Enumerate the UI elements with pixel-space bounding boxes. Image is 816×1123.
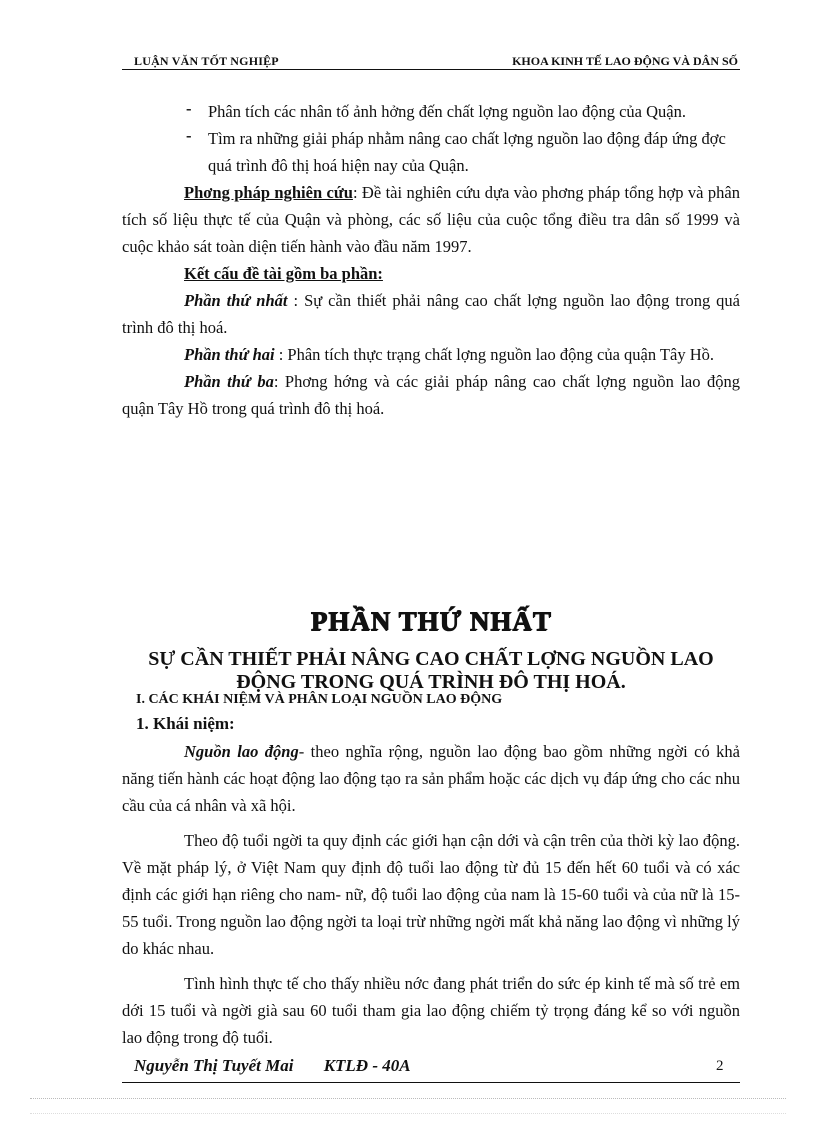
page-edge-dotted-line <box>30 1098 786 1099</box>
part-three-label: Phần thứ ba <box>184 372 274 391</box>
page-edge-dotted-line <box>30 1113 786 1114</box>
header-rule <box>122 69 740 70</box>
bullet-item <box>122 98 740 125</box>
method-label: Phơng pháp nghiên cứu <box>184 183 353 202</box>
header-left: LUẬN VĂN TỐT NGHIỆP <box>134 54 279 68</box>
intro-body <box>122 98 740 422</box>
method-text: : Đề tài nghiên cứu dựa vào phơng pháp tổng hợp và phân tích số liệu thực tế của Quận và phòng, các số liệu của cuộc tổng điều tra dân số 1999 và cuộc khảo sát toàn diện tiến hành vào đầu năm 1997. <box>122 183 740 256</box>
chapter-body <box>122 738 740 1051</box>
part-two-paragraph <box>122 341 740 368</box>
footer-rule <box>122 1082 740 1083</box>
part-one-paragraph <box>122 287 740 341</box>
bullet-dash-icon: - <box>186 99 192 118</box>
structure-heading-row <box>122 260 740 287</box>
part-two-text: : Phân tích thực trạng chất lợng nguồn lao động của quận Tây Hồ. <box>274 345 714 364</box>
bullet-item <box>122 125 740 179</box>
bullet-text: Phân tích các nhân tố ảnh hởng đến chất lợng nguồn lao động của Quận. <box>208 102 686 121</box>
structure-heading: Kết cấu đề tài gồm ba phần: <box>184 264 383 283</box>
definition-paragraph <box>122 738 740 819</box>
header-right: KHOA KINH TẾ LAO ĐỘNG VÀ DÂN SỐ <box>512 54 738 68</box>
part-three-paragraph <box>122 368 740 422</box>
body-paragraph: Theo độ tuổi ngời ta quy định các giới hạn cận dới và cận trên của thời kỳ lao động. Về mặt pháp lý, ở Việt Nam quy định độ tuổi lao động từ đủ 15 đến hết 60 tuổi và có xác định các giới hạn riêng cho nam- nữ, độ tuổi lao động của nam là 15-60 tuổi và của nữ là 15-55 tuổi. Trong nguồn lao động ngời ta loại trừ những ngời mất khả năng lao động vì những lý do khác nhau. <box>122 831 740 958</box>
footer-signature <box>134 1056 411 1076</box>
footer-class: KTLĐ - 40A <box>323 1056 411 1075</box>
method-paragraph <box>122 179 740 260</box>
body-paragraph: Tình hình thực tế cho thấy nhiều nớc đang phát triển do sức ép kinh tế mà số trẻ em dới 15 tuổi và ngời già sau 60 tuổi tham gia lao động chiếm tỷ trọng đáng kể so với nguồn lao động trong độ tuổi. <box>122 974 740 1047</box>
part-one-text: : Sự cần thiết phải nâng cao chất lợng nguồn lao động trong quá trình đô thị hoá. <box>122 291 741 337</box>
definition-text: - theo nghĩa rộng, nguồn lao động bao gồm những ngời có khả năng tiến hành các hoạt động lao động tạo ra sản phẩm hoặc các dịch vụ đáp ứng cho các nhu cầu của cá nhân và xã hội. <box>122 742 740 815</box>
section-heading: I. CÁC KHÁI NIỆM VÀ PHÂN LOẠI NGUỒN LAO ĐỘNG <box>136 692 503 707</box>
part-three-text: : Phơng hớng và các giải pháp nâng cao chất lợng nguồn lao động quận Tây Hồ trong quá trình đô thị hoá. <box>122 372 741 418</box>
page-number: 2 <box>716 1058 724 1074</box>
chapter-subtitle: SỰ CẦN THIẾT PHẢI NÂNG CAO CHẤT LỢNG NGUỒN LAO ĐỘNG TRONG QUÁ TRÌNH ĐÔ THỊ HOÁ. <box>148 648 714 693</box>
definition-term: Nguồn lao động <box>184 742 299 761</box>
footer-author: Nguyễn Thị Tuyết Mai <box>134 1056 294 1075</box>
subsection-heading: 1. Khái niệm: <box>136 714 235 733</box>
chapter-title: PHẦN THỨ NHẤT <box>310 606 552 636</box>
bullet-dash-icon: - <box>186 126 192 145</box>
part-one-label: Phần thứ nhất <box>184 291 288 310</box>
bullet-text: Tìm ra những giải pháp nhằm nâng cao chất lợng nguồn lao động đáp ứng đợc quá trình đô thị hoá hiện nay của Quận. <box>208 129 726 175</box>
part-two-label: Phần thứ hai <box>184 345 275 364</box>
